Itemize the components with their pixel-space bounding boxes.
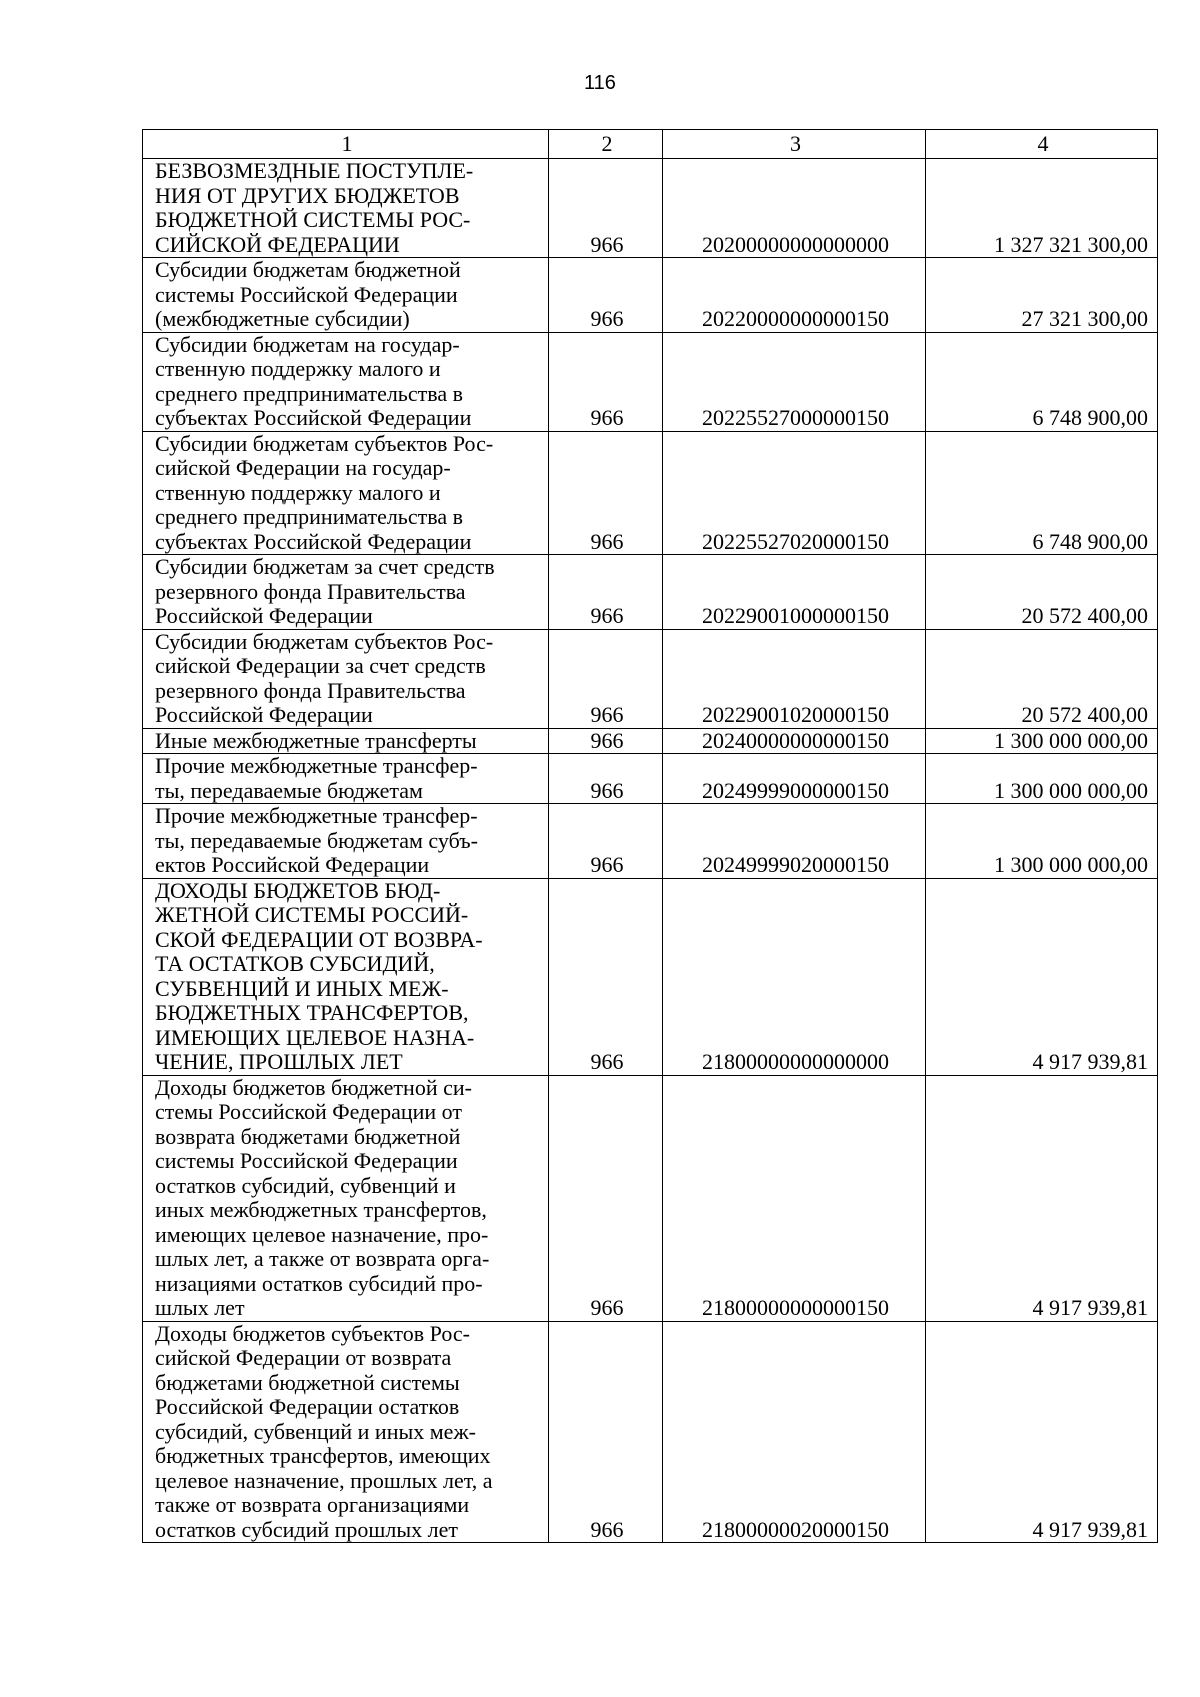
row-amount-cell: 6 748 900,00 <box>926 332 1158 431</box>
row-admin-code-cell: 966 <box>549 159 663 258</box>
table-row <box>143 754 1158 804</box>
table-body <box>143 159 1158 1543</box>
table-row <box>143 332 1158 431</box>
table-row <box>143 555 1158 630</box>
row-classification-code-cell: 20225527020000150 <box>663 431 926 555</box>
column-header-4: 4 <box>926 130 1158 159</box>
row-classification-code-cell: 20249999020000150 <box>663 804 926 879</box>
table-row <box>143 878 1158 1075</box>
row-classification-code-cell: 20220000000000150 <box>663 258 926 333</box>
table-row <box>143 629 1158 728</box>
row-name-cell: Субсидии бюджетам бюджетной системы Российской Федерации (межбюджетные субсидии) <box>143 258 549 333</box>
row-classification-code-cell: 20240000000000150 <box>663 728 926 754</box>
row-admin-code-cell: 966 <box>549 431 663 555</box>
row-admin-code-cell: 966 <box>549 878 663 1075</box>
row-name-cell: Субсидии бюджетам на государ- ственную поддержку малого и среднего предпринимательства в субъектах Российской Федерации <box>143 332 549 431</box>
row-admin-code-cell: 966 <box>549 555 663 630</box>
row-classification-code-cell: 21800000000000150 <box>663 1075 926 1321</box>
row-amount-cell: 1 300 000 000,00 <box>926 728 1158 754</box>
row-amount-cell: 4 917 939,81 <box>926 1321 1158 1543</box>
row-amount-cell: 6 748 900,00 <box>926 431 1158 555</box>
row-amount-cell: 1 300 000 000,00 <box>926 804 1158 879</box>
table-row <box>143 258 1158 333</box>
table-row <box>143 159 1158 258</box>
row-classification-code-cell: 21800000000000000 <box>663 878 926 1075</box>
row-admin-code-cell: 966 <box>549 258 663 333</box>
page-number: 116 <box>584 72 616 94</box>
table-header-row <box>143 130 1158 159</box>
row-name-cell: Иные межбюджетные трансферты <box>143 728 549 754</box>
table-row <box>143 431 1158 555</box>
row-admin-code-cell: 966 <box>549 332 663 431</box>
row-classification-code-cell: 20229001000000150 <box>663 555 926 630</box>
row-classification-code-cell: 20229001020000150 <box>663 629 926 728</box>
row-name-cell: Субсидии бюджетам за счет средств резервного фонда Правительства Российской Федерации <box>143 555 549 630</box>
table-row <box>143 804 1158 879</box>
row-amount-cell: 20 572 400,00 <box>926 555 1158 630</box>
row-name-cell: Прочие межбюджетные трансфер- ты, передаваемые бюджетам <box>143 754 549 804</box>
row-amount-cell: 1 300 000 000,00 <box>926 754 1158 804</box>
row-name-cell: Прочие межбюджетные трансфер- ты, передаваемые бюджетам субъ- ектов Российской Федерации <box>143 804 549 879</box>
row-amount-cell: 20 572 400,00 <box>926 629 1158 728</box>
row-classification-code-cell: 20225527000000150 <box>663 332 926 431</box>
column-header-3: 3 <box>663 130 926 159</box>
table-row <box>143 1321 1158 1543</box>
row-admin-code-cell: 966 <box>549 1321 663 1543</box>
row-amount-cell: 4 917 939,81 <box>926 878 1158 1075</box>
table-row <box>143 1075 1158 1321</box>
row-amount-cell: 1 327 321 300,00 <box>926 159 1158 258</box>
row-admin-code-cell: 966 <box>549 728 663 754</box>
row-name-cell: БЕЗВОЗМЕЗДНЫЕ ПОСТУПЛЕ- НИЯ ОТ ДРУГИХ БЮДЖЕТОВ БЮДЖЕТНОЙ СИСТЕМЫ РОС- СИЙСКОЙ ФЕДЕРАЦИИ <box>143 159 549 258</box>
column-header-2: 2 <box>549 130 663 159</box>
column-header-1: 1 <box>143 130 549 159</box>
row-amount-cell: 27 321 300,00 <box>926 258 1158 333</box>
row-admin-code-cell: 966 <box>549 804 663 879</box>
row-name-cell: Доходы бюджетов бюджетной си- стемы Российской Федерации от возврата бюджетами бюджетной системы Российской Федерации остатков субсидий, субвенций и иных межбюджетных трансфертов, имеющих целевое назначение, про- шлых лет, а также от возврата орга- низациями остатков субсидий про- шлых лет <box>143 1075 549 1321</box>
row-amount-cell: 4 917 939,81 <box>926 1075 1158 1321</box>
row-name-cell: Доходы бюджетов субъектов Рос- сийской Федерации от возврата бюджетами бюджетной системы Российской Федерации остатков субсидий, субвенций и иных меж- бюджетных трансфертов, имеющих целевое назначение, прошлых лет, а также от возврата организациями остатков субсидий прошлых лет <box>143 1321 549 1543</box>
row-classification-code-cell: 20249999000000150 <box>663 754 926 804</box>
row-admin-code-cell: 966 <box>549 754 663 804</box>
table-row <box>143 728 1158 754</box>
row-admin-code-cell: 966 <box>549 629 663 728</box>
row-classification-code-cell: 20200000000000000 <box>663 159 926 258</box>
row-name-cell: ДОХОДЫ БЮДЖЕТОВ БЮД- ЖЕТНОЙ СИСТЕМЫ РОССИЙ- СКОЙ ФЕДЕРАЦИИ ОТ ВОЗВРА- ТА ОСТАТКОВ СУБСИДИЙ, СУБВЕНЦИЙ И ИНЫХ МЕЖ- БЮДЖЕТНЫХ ТРАНСФЕРТОВ, ИМЕЮЩИХ ЦЕЛЕВОЕ НАЗНА- ЧЕНИЕ, ПРОШЛЫХ ЛЕТ <box>143 878 549 1075</box>
row-name-cell: Субсидии бюджетам субъектов Рос- сийской Федерации за счет средств резервного фонда Правительства Российской Федерации <box>143 629 549 728</box>
row-admin-code-cell: 966 <box>549 1075 663 1321</box>
row-classification-code-cell: 21800000020000150 <box>663 1321 926 1543</box>
row-name-cell: Субсидии бюджетам субъектов Рос- сийской Федерации на государ- ственную поддержку малого и среднего предпринимательства в субъектах Российской Федерации <box>143 431 549 555</box>
budget-revenue-table <box>142 129 1158 1543</box>
